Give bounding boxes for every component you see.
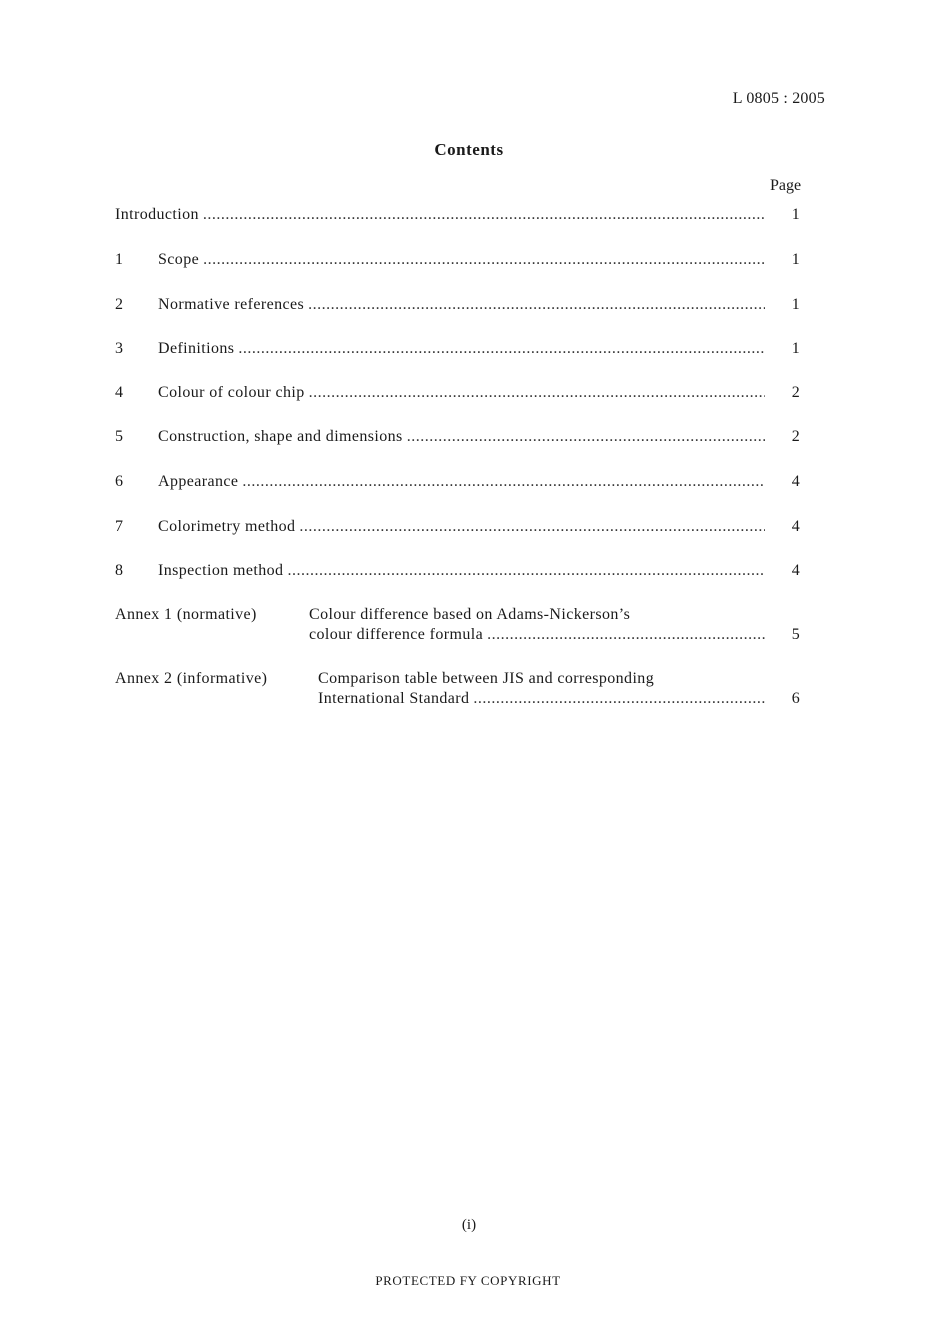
toc-page-number: 6 xyxy=(791,690,801,707)
annex-title-line1: Colour difference based on Adams-Nickerson’s xyxy=(309,606,631,623)
toc-page-number: 5 xyxy=(791,626,801,643)
dot-leader xyxy=(242,471,765,493)
document-code: L 0805 : 2005 xyxy=(732,90,825,107)
section-number: 8 xyxy=(115,562,124,579)
annex-title-line2: International Standard xyxy=(318,690,470,707)
dot-leader xyxy=(473,688,765,710)
dot-leader xyxy=(308,294,765,316)
toc-entry-section-5[interactable] xyxy=(115,426,815,448)
section-number: 4 xyxy=(115,384,124,401)
toc-entry-section-4[interactable] xyxy=(115,382,815,404)
toc-entry-label: Colour of colour chip xyxy=(158,384,305,401)
toc-entry-section-3[interactable] xyxy=(115,338,815,360)
toc-page-number: 2 xyxy=(791,384,801,401)
dot-leader xyxy=(299,516,765,538)
page-folio: (i) xyxy=(461,1217,477,1233)
toc-entry-label: Colorimetry method xyxy=(158,518,296,535)
dot-leader xyxy=(287,560,765,582)
toc-entry-label: Normative references xyxy=(158,296,305,313)
toc-page-number: 4 xyxy=(791,473,801,490)
toc-entry-section-2[interactable] xyxy=(115,294,815,316)
toc-entry-section-1[interactable] xyxy=(115,249,815,271)
annex-title-line1: Comparison table between JIS and corresponding xyxy=(318,670,655,687)
toc-entry-label: Introduction xyxy=(115,206,199,223)
annex-label: Annex 1 (normative) xyxy=(115,606,257,623)
dot-leader xyxy=(407,426,765,448)
toc-entry-annex-2[interactable] xyxy=(115,668,815,712)
section-number: 2 xyxy=(115,296,124,313)
toc-entry-label: Inspection method xyxy=(158,562,284,579)
toc-entry-section-7[interactable] xyxy=(115,516,815,538)
toc-entry-label: Definitions xyxy=(158,340,235,357)
copyright-notice: PROTECTED FY COPYRIGHT xyxy=(375,1273,561,1288)
toc-page-number: 1 xyxy=(791,206,801,223)
annex-label: Annex 2 (informative) xyxy=(115,670,268,687)
page-title: Contents xyxy=(434,140,504,159)
toc-page-number: 1 xyxy=(791,340,801,357)
toc-page-number: 4 xyxy=(791,518,801,535)
section-number: 3 xyxy=(115,340,124,357)
dot-leader xyxy=(238,338,765,360)
toc-entry-introduction[interactable] xyxy=(115,204,815,226)
section-number: 5 xyxy=(115,428,124,445)
dot-leader xyxy=(203,204,765,226)
dot-leader xyxy=(487,624,765,646)
toc-entry-annex-1[interactable] xyxy=(115,604,815,648)
page-column-label: Page xyxy=(770,177,802,194)
toc-page-number: 2 xyxy=(791,428,801,445)
dot-leader xyxy=(203,249,765,271)
toc-page-number: 1 xyxy=(791,296,801,313)
section-number: 7 xyxy=(115,518,124,535)
toc-entry-label: Construction, shape and dimensions xyxy=(158,428,403,445)
section-number: 1 xyxy=(115,251,124,268)
section-number: 6 xyxy=(115,473,124,490)
toc-entry-label: Scope xyxy=(158,251,200,268)
dot-leader xyxy=(309,382,765,404)
toc-page-number: 1 xyxy=(791,251,801,268)
annex-title-line2: colour difference formula xyxy=(309,626,484,643)
toc-entry-label: Appearance xyxy=(158,473,239,490)
toc-page-number: 4 xyxy=(791,562,801,579)
toc-entry-section-8[interactable] xyxy=(115,560,815,582)
toc-entry-section-6[interactable] xyxy=(115,471,815,493)
